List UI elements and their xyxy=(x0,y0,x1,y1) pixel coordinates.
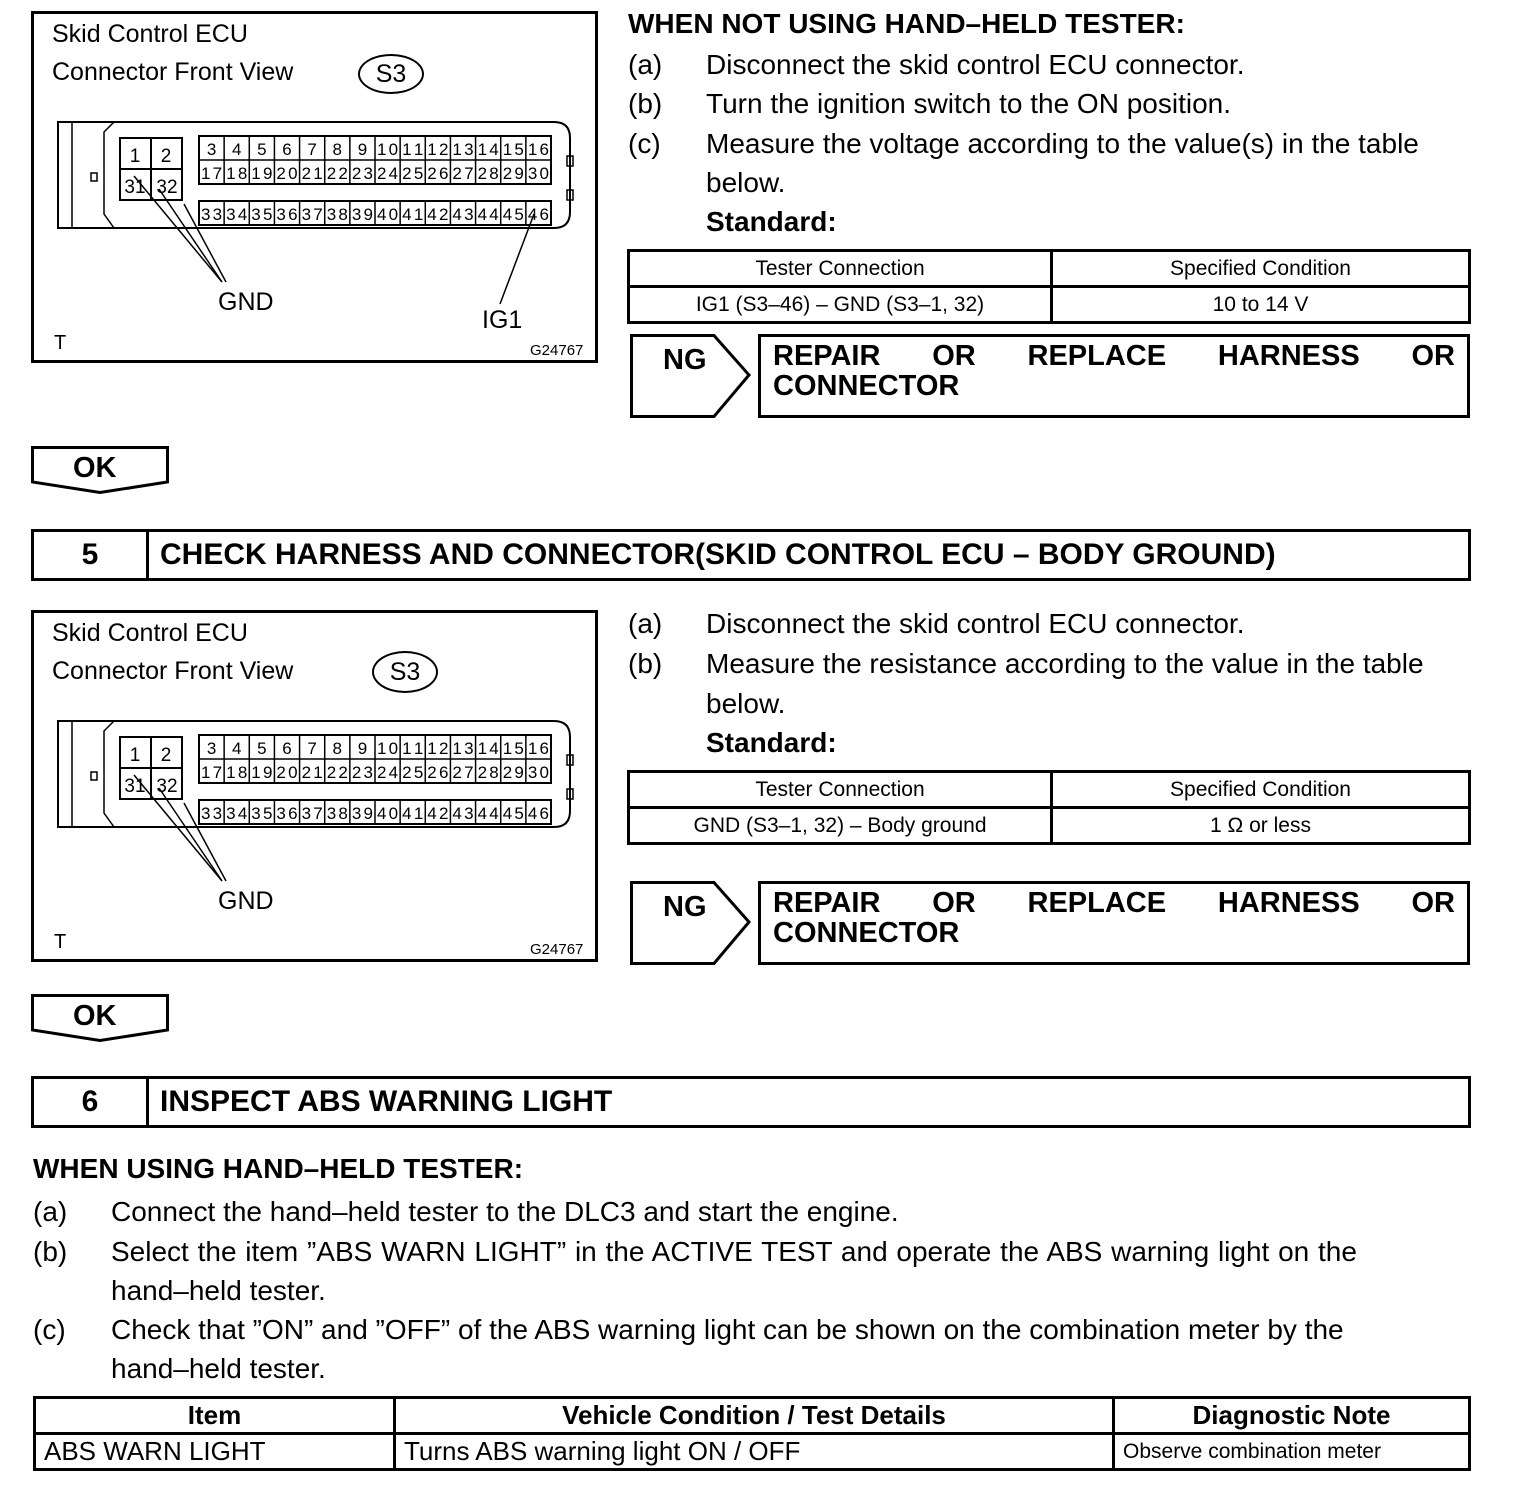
pin-13: 13 xyxy=(452,739,474,758)
pin-34: 34 xyxy=(226,804,248,823)
repair-word: OR xyxy=(932,887,976,919)
pin-28: 28 xyxy=(477,763,499,782)
ok-arrow-2 xyxy=(31,994,169,1042)
pin-42: 42 xyxy=(427,205,449,224)
pin-37: 37 xyxy=(301,205,323,224)
pin-33: 33 xyxy=(201,804,223,823)
pin-31: 31 xyxy=(124,776,146,797)
connector-figure-1 xyxy=(31,11,598,363)
pin-18: 18 xyxy=(226,164,248,183)
pin-40: 40 xyxy=(377,205,399,224)
step-b-text-cont: below. xyxy=(706,688,786,719)
col-header-diagnostic-note: Diagnostic Note xyxy=(1114,1398,1470,1434)
repair-word: OR xyxy=(1411,887,1455,919)
gnd-label: GND xyxy=(218,887,274,915)
pin-30: 30 xyxy=(527,763,549,782)
cell-tester-connection: IG1 (S3–46) – GND (S3–1, 32) xyxy=(629,287,1052,323)
pin-20: 20 xyxy=(276,763,298,782)
ig1-label: IG1 xyxy=(482,306,523,334)
ng-label: NG xyxy=(663,891,707,923)
pin-42: 42 xyxy=(427,804,449,823)
col-header-condition: Specified Condition xyxy=(1052,772,1470,808)
step-a-text: Disconnect the skid control ECU connector. xyxy=(706,608,1245,639)
pin-15: 15 xyxy=(502,140,524,159)
repair-line-2: CONNECTOR xyxy=(773,917,960,949)
cell-specified-condition: 1 Ω or less xyxy=(1052,808,1470,844)
step-c-text: Check that ”ON” and ”OFF” of the ABS warning light can be shown on the combination meter by the xyxy=(111,1314,1344,1345)
step-c-text-cont: hand–held tester. xyxy=(111,1353,326,1384)
step-b-text-cont: hand–held tester. xyxy=(111,1275,326,1306)
step-c-label: (c) xyxy=(628,128,661,159)
pin-6: 6 xyxy=(282,739,292,758)
pin-27: 27 xyxy=(452,763,474,782)
pin-30: 30 xyxy=(527,164,549,183)
pin-25: 25 xyxy=(402,763,424,782)
cell-tester-connection: GND (S3–1, 32) – Body ground xyxy=(629,808,1052,844)
pin-2: 2 xyxy=(160,146,172,167)
pin-3: 3 xyxy=(206,739,217,758)
pin-36: 36 xyxy=(276,205,298,224)
pin-36: 36 xyxy=(276,804,298,823)
pin-14: 14 xyxy=(477,140,499,159)
pin-21: 21 xyxy=(301,763,323,782)
pin-27: 27 xyxy=(452,164,474,183)
repair-word: REPLACE xyxy=(1027,340,1167,372)
step-6-header xyxy=(31,1076,1471,1128)
repair-word: OR xyxy=(1411,340,1455,372)
pin-9: 9 xyxy=(357,739,368,758)
pin-34: 34 xyxy=(226,205,248,224)
pin-44: 44 xyxy=(477,205,499,224)
spec-table-2 xyxy=(627,770,1471,845)
step-a-label: (a) xyxy=(33,1196,68,1227)
pin-43: 43 xyxy=(452,804,474,823)
step-a-label: (a) xyxy=(628,49,663,80)
gnd-label: GND xyxy=(218,288,274,316)
hand-held-heading: WHEN NOT USING HAND–HELD TESTER: xyxy=(628,8,1185,39)
step-a-text: Disconnect the skid control ECU connector. xyxy=(706,49,1245,80)
col-header-tester: Tester Connection xyxy=(629,251,1052,287)
pin-1: 1 xyxy=(129,146,141,167)
standard-label: Standard: xyxy=(706,206,837,237)
pin-19: 19 xyxy=(251,763,273,782)
figure-title: Skid Control ECU xyxy=(52,20,248,48)
pin-12: 12 xyxy=(427,140,449,159)
ok-arrow-1 xyxy=(31,446,169,494)
pin-14: 14 xyxy=(477,739,499,758)
pin-32: 32 xyxy=(156,177,178,198)
figure-subtitle: Connector Front View xyxy=(52,58,294,86)
pin-7: 7 xyxy=(307,140,317,159)
step-b-label: (b) xyxy=(628,88,663,119)
pin-22: 22 xyxy=(326,164,348,183)
step-title: INSPECT ABS WARNING LIGHT xyxy=(160,1085,613,1118)
step-b-text: Turn the ignition switch to the ON position. xyxy=(706,88,1231,119)
pin-3: 3 xyxy=(206,140,217,159)
pin-38: 38 xyxy=(326,205,348,224)
pin-46: 46 xyxy=(527,205,549,224)
step-b-text: Measure the resistance according to the value in the table xyxy=(706,648,1424,679)
pin-40: 40 xyxy=(377,804,399,823)
pin-16: 16 xyxy=(527,739,549,758)
pin-26: 26 xyxy=(427,164,449,183)
pin-21: 21 xyxy=(301,164,323,183)
corner-mark: T xyxy=(54,332,67,354)
pin-7: 7 xyxy=(307,739,317,758)
step-number: 6 xyxy=(34,1079,149,1125)
cell-specified-condition: 10 to 14 V xyxy=(1052,287,1470,323)
pin-44: 44 xyxy=(477,804,499,823)
repair-word: OR xyxy=(932,340,976,372)
pin-12: 12 xyxy=(427,739,449,758)
pin-8: 8 xyxy=(332,739,343,758)
pin-39: 39 xyxy=(351,205,373,224)
pin-8: 8 xyxy=(332,140,343,159)
pin-22: 22 xyxy=(326,763,348,782)
pin-46: 46 xyxy=(527,804,549,823)
pin-6: 6 xyxy=(282,140,292,159)
repair-word: REPAIR xyxy=(773,887,881,919)
cell-vehicle-condition: Turns ABS warning light ON / OFF xyxy=(395,1434,1114,1470)
pin-17: 17 xyxy=(201,164,223,183)
pin-32: 32 xyxy=(156,776,178,797)
figure-title: Skid Control ECU xyxy=(52,619,248,647)
step-number: 5 xyxy=(34,532,149,578)
figure-code: G24767 xyxy=(530,342,584,359)
pin-24: 24 xyxy=(377,763,399,782)
cell-diagnostic-note: Observe combination meter xyxy=(1114,1434,1470,1470)
step-c-label: (c) xyxy=(33,1314,66,1345)
spec-table-1 xyxy=(627,249,1471,324)
step-c-text-cont: below. xyxy=(706,167,786,198)
ok-label: OK xyxy=(73,452,117,484)
pin-23: 23 xyxy=(351,763,373,782)
pin-33: 33 xyxy=(201,205,223,224)
pin-45: 45 xyxy=(502,205,524,224)
connector-id: S3 xyxy=(375,60,407,88)
pin-45: 45 xyxy=(502,804,524,823)
pin-39: 39 xyxy=(351,804,373,823)
repair-word: REPAIR xyxy=(773,340,881,372)
col-header-tester: Tester Connection xyxy=(629,772,1052,808)
col-header-vehicle-condition: Vehicle Condition / Test Details xyxy=(395,1398,1114,1434)
step-b-label: (b) xyxy=(628,648,663,679)
pin-15: 15 xyxy=(502,739,524,758)
pin-4: 4 xyxy=(231,140,242,159)
pin-29: 29 xyxy=(502,763,524,782)
pin-37: 37 xyxy=(301,804,323,823)
pin-17: 17 xyxy=(201,763,223,782)
cell-item: ABS WARN LIGHT xyxy=(35,1434,395,1470)
step-b-text: Select the item ”ABS WARN LIGHT” in the ACTIVE TEST and operate the ABS warning light on the xyxy=(111,1236,1357,1267)
col-header-item: Item xyxy=(35,1398,395,1434)
repair-word: REPLACE xyxy=(1027,887,1167,919)
step-b-label: (b) xyxy=(33,1236,68,1267)
corner-mark: T xyxy=(54,931,67,953)
pin-19: 19 xyxy=(251,164,273,183)
step-a-text: Connect the hand–held tester to the DLC3 and start the engine. xyxy=(111,1196,899,1227)
step-c-text: Measure the voltage according to the value(s) in the table xyxy=(706,128,1419,159)
pin-5: 5 xyxy=(257,739,267,758)
ng-arrow-1 xyxy=(630,334,752,418)
pin-25: 25 xyxy=(402,164,424,183)
repair-word: HARNESS xyxy=(1217,340,1360,372)
pin-16: 16 xyxy=(527,140,549,159)
pin-29: 29 xyxy=(502,164,524,183)
pin-28: 28 xyxy=(477,164,499,183)
pin-26: 26 xyxy=(427,763,449,782)
repair-instruction-1 xyxy=(758,334,1470,418)
figure-subtitle: Connector Front View xyxy=(52,657,294,685)
pin-9: 9 xyxy=(357,140,368,159)
ng-arrow-2 xyxy=(630,881,752,965)
connector-drawing xyxy=(34,613,595,959)
pin-43: 43 xyxy=(452,205,474,224)
ng-label: NG xyxy=(663,344,707,376)
repair-line-2: CONNECTOR xyxy=(773,370,960,402)
pin-10: 10 xyxy=(377,739,399,758)
pin-31: 31 xyxy=(124,177,146,198)
pin-41: 41 xyxy=(402,205,424,224)
pin-24: 24 xyxy=(377,164,399,183)
pin-35: 35 xyxy=(251,205,273,224)
repair-word: HARNESS xyxy=(1217,887,1360,919)
pin-10: 10 xyxy=(377,140,399,159)
col-header-condition: Specified Condition xyxy=(1052,251,1470,287)
pin-11: 11 xyxy=(402,140,424,159)
pin-18: 18 xyxy=(226,763,248,782)
pin-13: 13 xyxy=(452,140,474,159)
step-title: CHECK HARNESS AND CONNECTOR(SKID CONTROL ECU – BODY GROUND) xyxy=(160,538,1276,571)
active-test-table xyxy=(33,1396,1471,1471)
connector-id: S3 xyxy=(389,658,421,686)
pin-23: 23 xyxy=(351,164,373,183)
pin-1: 1 xyxy=(129,745,141,766)
repair-instruction-2 xyxy=(758,881,1470,965)
hand-held-heading: WHEN USING HAND–HELD TESTER: xyxy=(33,1153,524,1184)
pin-20: 20 xyxy=(276,164,298,183)
pin-35: 35 xyxy=(251,804,273,823)
pin-5: 5 xyxy=(257,140,267,159)
step-a-label: (a) xyxy=(628,608,663,639)
figure-code: G24767 xyxy=(530,941,584,958)
pin-2: 2 xyxy=(160,745,172,766)
pin-4: 4 xyxy=(231,739,242,758)
connector-figure-2 xyxy=(31,610,598,962)
standard-label: Standard: xyxy=(706,727,837,758)
step-5-header xyxy=(31,529,1471,581)
ok-label: OK xyxy=(73,1000,117,1032)
pin-41: 41 xyxy=(402,804,424,823)
pin-38: 38 xyxy=(326,804,348,823)
pin-11: 11 xyxy=(402,739,424,758)
